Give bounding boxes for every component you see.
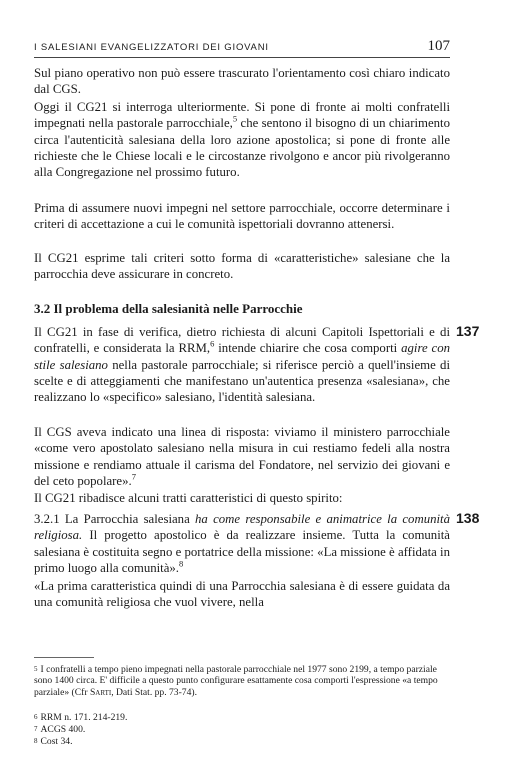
footnote-mark: 5 [34,665,38,673]
margin-number-137: 137 [456,323,480,339]
footnote-text: ACGS 400. [40,724,86,735]
paragraph-5 [34,324,450,405]
paragraph-4-text: Il CG21 esprime tali criteri sotto forma di «caratteristiche» salesiane che la parrocchia deve assicurare in concreto. [34,251,450,282]
paragraph-6 [34,424,450,489]
footnote-ref-8: 8 [179,558,184,569]
footnote-ref-5: 5 [232,114,238,125]
page-number: 107 [427,38,450,54]
footnote-6 [34,712,450,723]
paragraph-2-text-a: Oggi il CG21 si interroga ulteriormente. Si pone di fronte ai molti confratelli impegnati nella pastorale parrocchiale, [34,100,450,131]
paragraph-3-text: Prima di assumere nuovi impegni nel settore parrocchiale, occorre determinare i criteri di accettazione a cui le comunità ispettoriali dovranno attenersi. [34,201,450,232]
running-header [34,38,450,55]
paragraph-7 [34,490,450,506]
section-heading: 3.2 Il problema della salesianità nelle Parrocchie [34,301,303,316]
paragraph-8-italic: ha come responsabile e animatrice la comunità religiosa. [34,512,451,543]
footnote-ref-7: 7 [131,471,136,482]
paragraph-3 [34,200,450,233]
footnote-text-b: , Dati Stat. pp. 73-74). [111,686,197,698]
footnote-mark: 8 [34,737,38,745]
footnote-ref-6: 6 [210,339,215,350]
footnote-author: Sarti [89,686,112,698]
footnote-text: RRM n. 171. 214-219. [40,712,128,723]
paragraph-6-text: Il CGS aveva indicato una linea di risposta: viviamo il ministero parrocchiale «come vero apostolato salesiano nella misura in cui restiamo fedeli alla nostra missione e rendiamo attuale il carisma del Fondatore, nel servizio dei giovani e del ceto popolare». [34,425,450,488]
footnote-7 [34,724,450,735]
footnote-mark: 7 [34,725,38,733]
footnote-text: Cost 34. [40,736,73,747]
paragraph-4 [34,250,450,283]
paragraph-8-text-a: 3.2.1 La Parrocchia salesiana [34,512,196,526]
paragraph-9-text: «La prima caratteristica quindi di una Parrocchia salesiana è di essere guidata da una comunità religiosa che vuol vivere, nella [34,579,450,610]
paragraph-5-italic: agire con stile salesiano [34,341,450,372]
paragraph-5-text-c: nella pastorale parrocchiale; si riferisce perciò a quell'insieme di scelte e di atteggiamenti che manifestano un'autentica presenza «salesiana», che realizzano lo «specifico» salesiano, l'identità salesiana. [34,357,451,405]
paragraph-1-text: Sul piano operativo non può essere trascurato l'orientamento così chiaro indicato dal CGS. [34,66,450,97]
running-title: I SALESIANI EVANGELIZZATORI DEI GIOVANI [34,42,269,53]
paragraph-5-text-a: Il CG21 in fase di verifica, dietro richiesta di alcuni Capitoli Ispettoriali e di confratelli, e considerata la RRM, [34,325,450,356]
margin-number-138: 138 [456,510,480,526]
footnote-text-a: I confratelli a tempo pieno impegnati nella pastorale parrocchiale nel 1977 sono 2199, a tempo parziale sono 1400 circa. E' difficile a questo punto configurare esattamente cosa comporti l'espressione «a tempo parziale» (Cfr [34,664,438,698]
paragraph-2-text-b: che sentono il bisogno di un chiarimento circa l'autenticità salesiana della loro azione apostolica; si pone di fronte alle richieste che le Chiese locali e le circostanze rivolgono e ancor più rivolgeranno alla Congregazione nel prossimo futuro. [34,116,451,180]
footnote-5 [34,664,450,698]
paragraph-9 [34,578,450,611]
footnote-mark: 6 [34,713,38,721]
paragraph-7-text: Il CG21 ribadisce alcuni tratti caratteristici di questo spirito: [34,491,343,505]
paragraph-8 [34,511,450,576]
paragraph-5-text-b: intende chiarire che cosa comporti [214,341,402,356]
header-rule [34,57,450,58]
paragraph-1 [34,65,450,98]
footnote-8 [34,736,450,747]
paragraph-8-text-b: Il progetto apostolico è da realizzare insieme. Tutta la comunità salesiana è costituita segno e portatrice della missione: «La missione è affidata in primo luogo alla comunità». [34,528,450,575]
paragraph-2 [34,99,450,180]
footnote-separator [34,657,94,658]
